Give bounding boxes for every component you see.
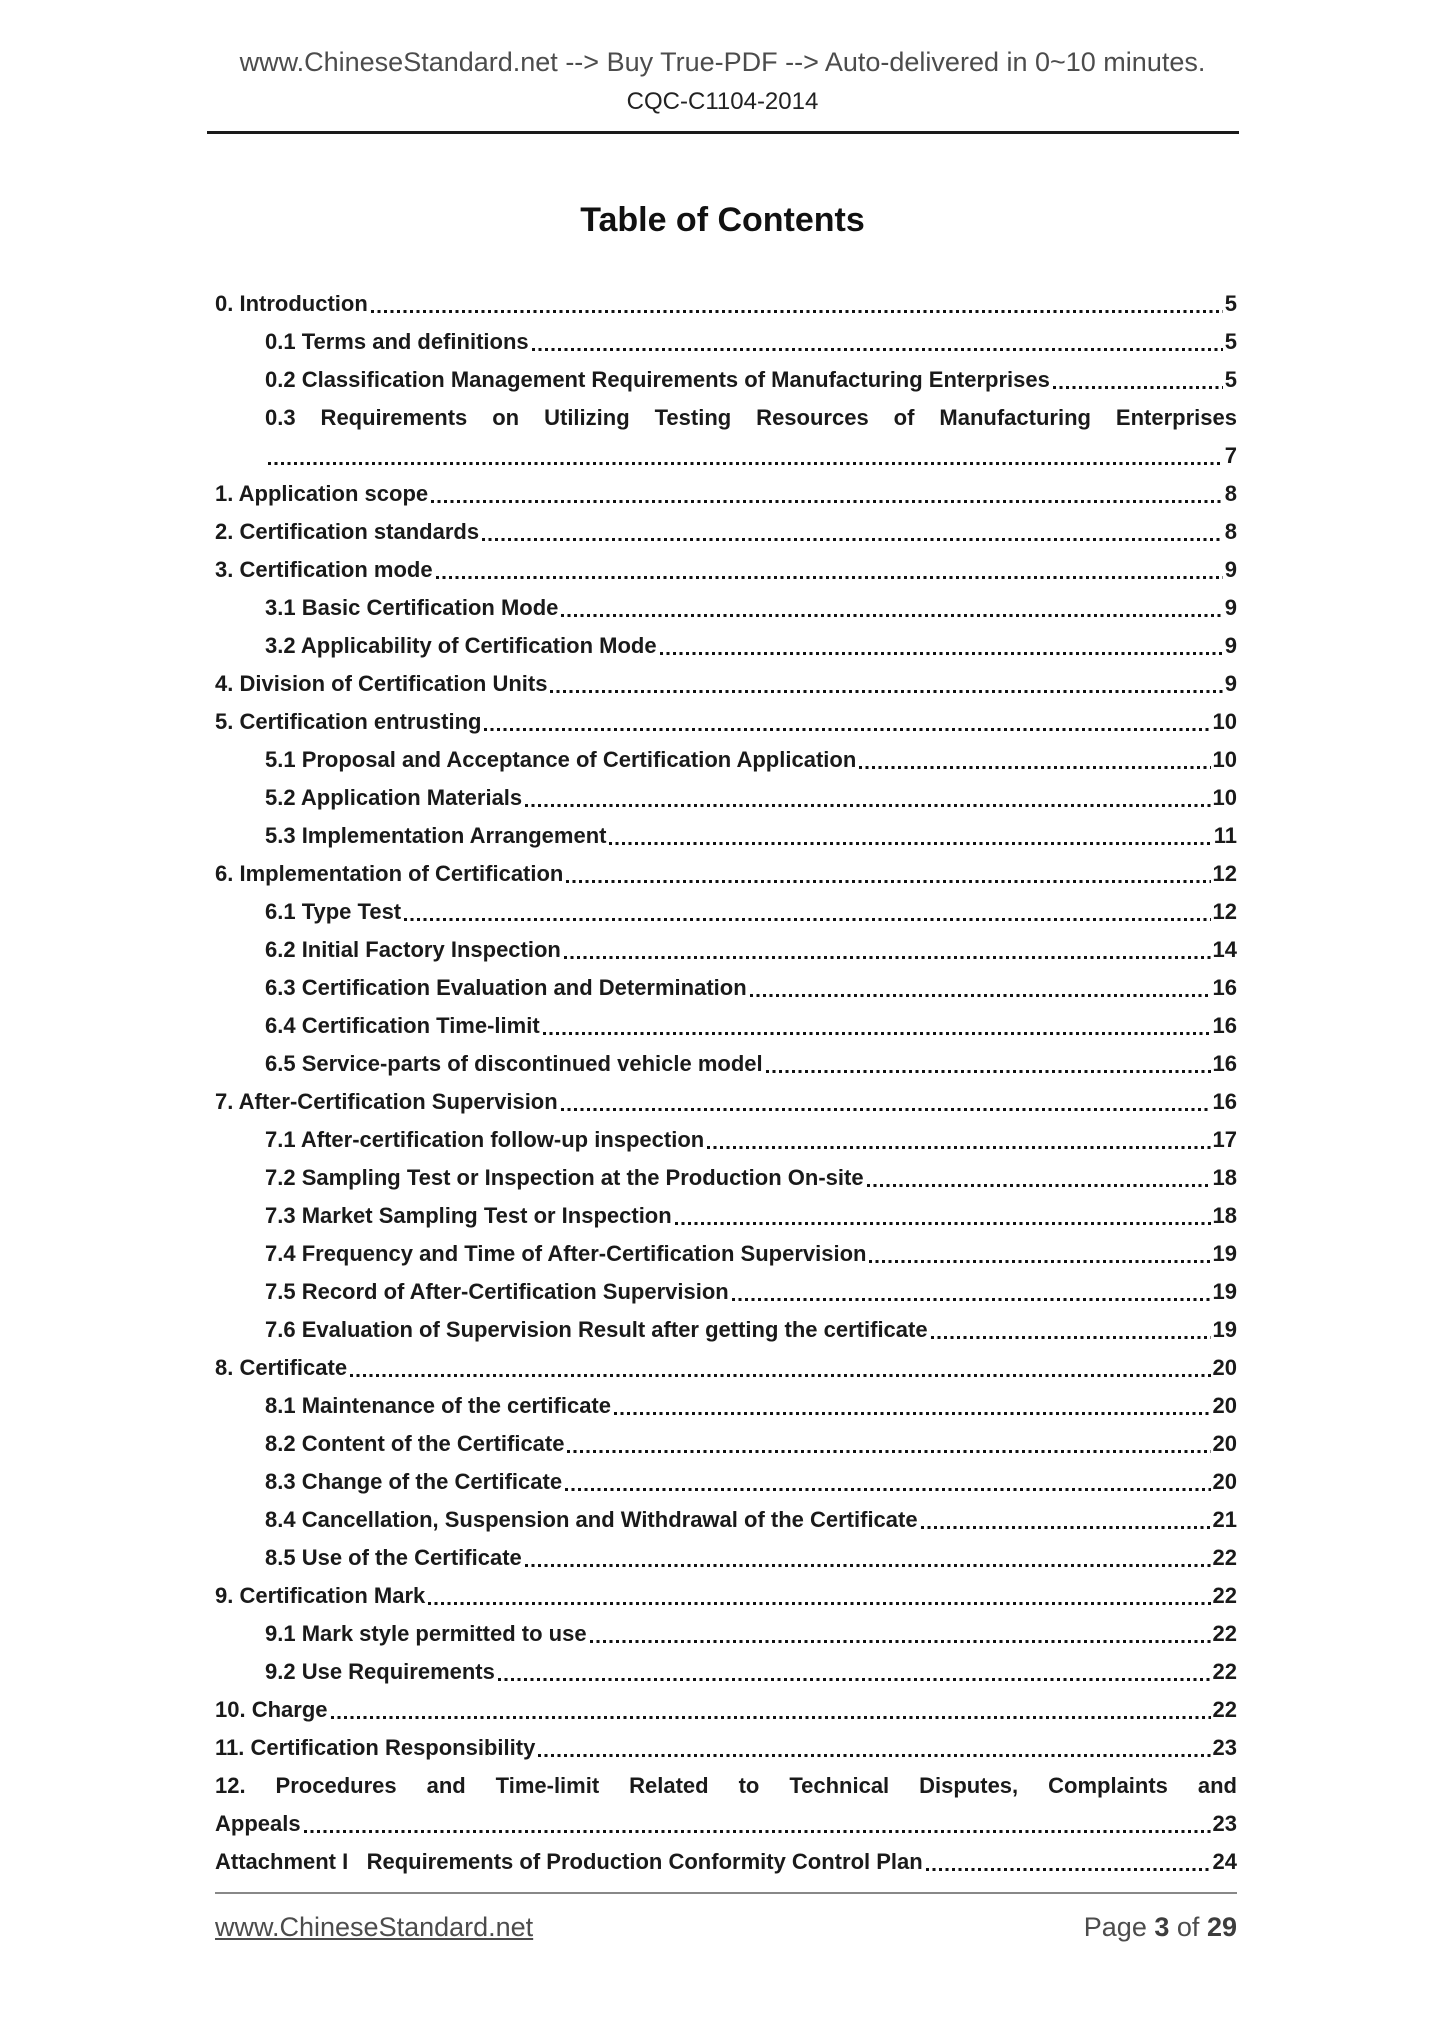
header-rule bbox=[207, 131, 1239, 134]
toc-page-number: 10 bbox=[1212, 785, 1237, 810]
toc-entry bbox=[215, 510, 1237, 548]
toc-entry-label: 5.3 Implementation Arrangement bbox=[265, 823, 607, 848]
toc-page-number: 21 bbox=[1212, 1507, 1237, 1532]
toc-entry bbox=[215, 1042, 1237, 1080]
toc-dot-leader bbox=[498, 1678, 1211, 1681]
toc-dot-leader bbox=[436, 576, 1223, 579]
toc-entry bbox=[215, 548, 1237, 586]
toc-entry-label: 0. Introduction bbox=[215, 291, 368, 316]
toc-page-number: 19 bbox=[1212, 1241, 1237, 1266]
toc-dot-leader bbox=[869, 1260, 1210, 1263]
toc-entry bbox=[215, 1688, 1237, 1726]
toc-dot-leader bbox=[675, 1222, 1211, 1225]
toc-entry-label: Appeals bbox=[215, 1811, 301, 1836]
toc-page-number: 16 bbox=[1212, 1013, 1237, 1038]
toc-dot-leader bbox=[561, 614, 1222, 617]
document-number: CQC-C1104-2014 bbox=[626, 88, 819, 115]
toc-dot-leader bbox=[766, 1070, 1211, 1073]
toc-entry bbox=[215, 662, 1237, 700]
toc-entry bbox=[215, 1460, 1237, 1498]
toc-page-number: 16 bbox=[1212, 1051, 1237, 1076]
toc-page-number: 12 bbox=[1212, 899, 1237, 924]
toc-entry-label: 7.4 Frequency and Time of After-Certification Supervision bbox=[265, 1241, 867, 1266]
toc-entry-label: 9.2 Use Requirements bbox=[265, 1659, 495, 1684]
toc-page-number: 20 bbox=[1212, 1393, 1237, 1418]
toc-page-number: 17 bbox=[1212, 1127, 1237, 1152]
toc-entry-label: 8.2 Content of the Certificate bbox=[265, 1431, 565, 1456]
toc-entry-label: 5. Certification entrusting bbox=[215, 709, 482, 734]
toc-entry bbox=[215, 586, 1237, 624]
toc-entry bbox=[215, 1156, 1237, 1194]
page-indicator-current: 3 bbox=[1154, 1912, 1170, 1942]
toc-entry bbox=[215, 1422, 1237, 1460]
toc-dot-leader bbox=[525, 804, 1210, 807]
toc-dot-leader bbox=[867, 1184, 1211, 1187]
toc-entry bbox=[215, 1194, 1237, 1232]
toc-dot-leader bbox=[660, 652, 1223, 655]
toc-page-number: 22 bbox=[1212, 1659, 1237, 1684]
toc-dot-leader bbox=[707, 1146, 1210, 1149]
toc-dot-leader bbox=[371, 310, 1223, 313]
toc-dot-leader bbox=[565, 1488, 1210, 1491]
toc-dot-leader bbox=[561, 1108, 1211, 1111]
toc-dot-leader bbox=[1053, 386, 1223, 389]
toc-dot-leader bbox=[859, 766, 1210, 769]
toc-entry bbox=[215, 1840, 1237, 1878]
toc-entry bbox=[215, 1080, 1237, 1118]
toc-entry-label: 4. Division of Certification Units bbox=[215, 671, 548, 696]
toc-entry-label: 7.5 Record of After-Certification Supervision bbox=[265, 1279, 729, 1304]
toc-entry bbox=[215, 358, 1237, 396]
toc-entry bbox=[215, 776, 1237, 814]
toc-page-number: 5 bbox=[1224, 367, 1237, 392]
toc-page-number: 23 bbox=[1212, 1735, 1237, 1760]
toc-entry bbox=[215, 434, 1237, 472]
toc-entry-label: 0.3 Requirements on Utilizing Testing Resources of Manufacturing Enterprises bbox=[265, 405, 1237, 430]
toc-entry-label: 7.6 Evaluation of Supervision Result after getting the certificate bbox=[265, 1317, 928, 1342]
toc-entry bbox=[215, 320, 1237, 358]
page-indicator-label: Page bbox=[1083, 1912, 1147, 1942]
toc-entry bbox=[215, 1802, 1237, 1840]
toc-dot-leader bbox=[614, 1412, 1211, 1415]
toc-dot-leader bbox=[931, 1336, 1211, 1339]
toc-page-number: 5 bbox=[1224, 329, 1237, 354]
page-indicator bbox=[1084, 1912, 1237, 1943]
footer-site-link[interactable]: www.ChineseStandard.net bbox=[215, 1912, 534, 1942]
toc-dot-leader bbox=[404, 918, 1210, 921]
toc-dot-leader bbox=[543, 1032, 1211, 1035]
toc-entry bbox=[215, 1308, 1237, 1346]
toc-dot-leader bbox=[331, 1716, 1211, 1719]
toc-entry-label: 10. Charge bbox=[215, 1697, 328, 1722]
toc-entry bbox=[215, 396, 1237, 434]
toc-entry-label: 0.1 Terms and definitions bbox=[265, 329, 529, 354]
toc-entry-label: 0.2 Classification Management Requirements of Manufacturing Enterprises bbox=[265, 367, 1050, 392]
toc-entry bbox=[215, 738, 1237, 776]
toc-dot-leader bbox=[431, 500, 1223, 503]
toc-page-number: 10 bbox=[1212, 747, 1237, 772]
toc-entry-label: 8.1 Maintenance of the certificate bbox=[265, 1393, 611, 1418]
toc-page-number: 8 bbox=[1224, 519, 1237, 544]
toc-entry bbox=[215, 1118, 1237, 1156]
toc-dot-leader bbox=[609, 842, 1211, 845]
toc-entry-label: 6. Implementation of Certification bbox=[215, 861, 564, 886]
toc-entry-label: Attachment I Requirements of Production Conformity Control Plan bbox=[215, 1849, 923, 1874]
toc-page-number: 24 bbox=[1212, 1849, 1237, 1874]
toc-entry bbox=[215, 1764, 1237, 1802]
toc-dot-leader bbox=[525, 1564, 1211, 1567]
toc-dot-leader bbox=[564, 956, 1211, 959]
toc-dot-leader bbox=[732, 1298, 1211, 1301]
toc-page-number: 5 bbox=[1224, 291, 1237, 316]
toc-entry bbox=[215, 1004, 1237, 1042]
toc-entry bbox=[215, 890, 1237, 928]
page-title: Table of Contents bbox=[580, 201, 865, 239]
toc-entry-label: 3.1 Basic Certification Mode bbox=[265, 595, 559, 620]
toc-entry-label: 6.4 Certification Time-limit bbox=[265, 1013, 540, 1038]
toc-entry bbox=[215, 1650, 1237, 1688]
toc-dot-leader bbox=[428, 1602, 1210, 1605]
toc-page-number: 7 bbox=[1224, 443, 1237, 468]
toc-entry bbox=[215, 282, 1237, 320]
toc-page-number: 11 bbox=[1213, 823, 1237, 848]
toc-dot-leader bbox=[550, 690, 1222, 693]
page-indicator-total: 29 bbox=[1206, 1912, 1237, 1942]
toc-entry-label: 9.1 Mark style permitted to use bbox=[265, 1621, 587, 1646]
toc-dot-leader bbox=[750, 994, 1211, 997]
toc-page-number: 9 bbox=[1224, 557, 1237, 582]
toc-entry-label: 7. After-Certification Supervision bbox=[215, 1089, 558, 1114]
toc-entry-label: 6.2 Initial Factory Inspection bbox=[265, 937, 561, 962]
toc-entry bbox=[215, 814, 1237, 852]
toc-page-number: 23 bbox=[1212, 1811, 1237, 1836]
toc-entry-label: 12. Procedures and Time-limit Related to Technical Disputes, Complaints and bbox=[215, 1773, 1237, 1798]
toc-entry bbox=[215, 1726, 1237, 1764]
toc-page-number: 20 bbox=[1212, 1355, 1237, 1380]
toc-page-number: 9 bbox=[1224, 671, 1237, 696]
toc-page-number: 16 bbox=[1212, 1089, 1237, 1114]
toc-entry bbox=[215, 1346, 1237, 1384]
toc-entry bbox=[215, 1574, 1237, 1612]
toc-entry-label: 8.4 Cancellation, Suspension and Withdrawal of the Certificate bbox=[265, 1507, 918, 1532]
toc-entry bbox=[215, 472, 1237, 510]
toc-entry bbox=[215, 1612, 1237, 1650]
toc-page-number: 22 bbox=[1212, 1545, 1237, 1570]
toc-dot-leader bbox=[921, 1526, 1211, 1529]
toc-entry-label: 6.1 Type Test bbox=[265, 899, 402, 924]
toc-entry-label: 7.2 Sampling Test or Inspection at the Production On-site bbox=[265, 1165, 864, 1190]
toc-page-number: 22 bbox=[1212, 1621, 1237, 1646]
toc-entry-label: 6.5 Service-parts of discontinued vehicle model bbox=[265, 1051, 763, 1076]
toc-entry bbox=[215, 1536, 1237, 1574]
toc-dot-leader bbox=[350, 1374, 1210, 1377]
toc-entry bbox=[215, 966, 1237, 1004]
toc-entry bbox=[215, 1498, 1237, 1536]
header-note: www.ChineseStandard.net --> Buy True-PDF --> Auto-delivered in 0~10 minutes. bbox=[239, 47, 1206, 77]
toc-page-number: 20 bbox=[1212, 1469, 1237, 1494]
table-of-contents bbox=[215, 282, 1237, 1878]
toc-entry bbox=[215, 700, 1237, 738]
toc-page-number: 20 bbox=[1212, 1431, 1237, 1456]
toc-page-number: 22 bbox=[1212, 1697, 1237, 1722]
toc-dot-leader bbox=[926, 1868, 1211, 1871]
toc-entry bbox=[215, 928, 1237, 966]
toc-entry bbox=[215, 1232, 1237, 1270]
toc-page-number: 18 bbox=[1212, 1203, 1237, 1228]
toc-dot-leader bbox=[532, 348, 1223, 351]
toc-dot-leader bbox=[590, 1640, 1211, 1643]
toc-dot-leader bbox=[538, 1754, 1210, 1757]
toc-entry-label: 3. Certification mode bbox=[215, 557, 433, 582]
toc-entry-label: 6.3 Certification Evaluation and Determination bbox=[265, 975, 747, 1000]
toc-entry-label: 7.3 Market Sampling Test or Inspection bbox=[265, 1203, 672, 1228]
toc-dot-leader bbox=[304, 1830, 1211, 1833]
page-footer bbox=[215, 1892, 1237, 1943]
toc-page-number: 12 bbox=[1212, 861, 1237, 886]
toc-dot-leader bbox=[567, 1450, 1210, 1453]
toc-page-number: 19 bbox=[1212, 1279, 1237, 1304]
toc-entry bbox=[215, 624, 1237, 662]
toc-entry-label: 1. Application scope bbox=[215, 481, 429, 506]
toc-entry bbox=[215, 1384, 1237, 1422]
toc-page-number: 22 bbox=[1212, 1583, 1237, 1608]
toc-entry-label: 8. Certificate bbox=[215, 1355, 348, 1380]
toc-page-number: 19 bbox=[1212, 1317, 1237, 1342]
toc-page-number: 9 bbox=[1224, 595, 1237, 620]
toc-dot-leader bbox=[268, 462, 1223, 465]
toc-dot-leader bbox=[566, 880, 1210, 883]
page-indicator-of: of bbox=[1176, 1912, 1200, 1942]
toc-dot-leader bbox=[484, 728, 1210, 731]
toc-entry-label: 7.1 After-certification follow-up inspection bbox=[265, 1127, 705, 1152]
toc-entry-label: 9. Certification Mark bbox=[215, 1583, 426, 1608]
footer-rule bbox=[215, 1892, 1237, 1894]
toc-page-number: 8 bbox=[1224, 481, 1237, 506]
toc-entry-label: 5.1 Proposal and Acceptance of Certification Application bbox=[265, 747, 857, 772]
toc-dot-leader bbox=[482, 538, 1223, 541]
toc-entry bbox=[215, 852, 1237, 890]
toc-entry-label: 5.2 Application Materials bbox=[265, 785, 523, 810]
toc-entry bbox=[215, 1270, 1237, 1308]
toc-page-number: 14 bbox=[1212, 937, 1237, 962]
toc-entry-label: 8.3 Change of the Certificate bbox=[265, 1469, 563, 1494]
toc-page-number: 9 bbox=[1224, 633, 1237, 658]
toc-entry-label: 3.2 Applicability of Certification Mode bbox=[265, 633, 657, 658]
toc-page-number: 18 bbox=[1212, 1165, 1237, 1190]
toc-page-number: 10 bbox=[1212, 709, 1237, 734]
toc-entry-label: 8.5 Use of the Certificate bbox=[265, 1545, 522, 1570]
toc-entry-label: 2. Certification standards bbox=[215, 519, 480, 544]
toc-page-number: 16 bbox=[1212, 975, 1237, 1000]
toc-entry-label: 11. Certification Responsibility bbox=[215, 1735, 536, 1760]
